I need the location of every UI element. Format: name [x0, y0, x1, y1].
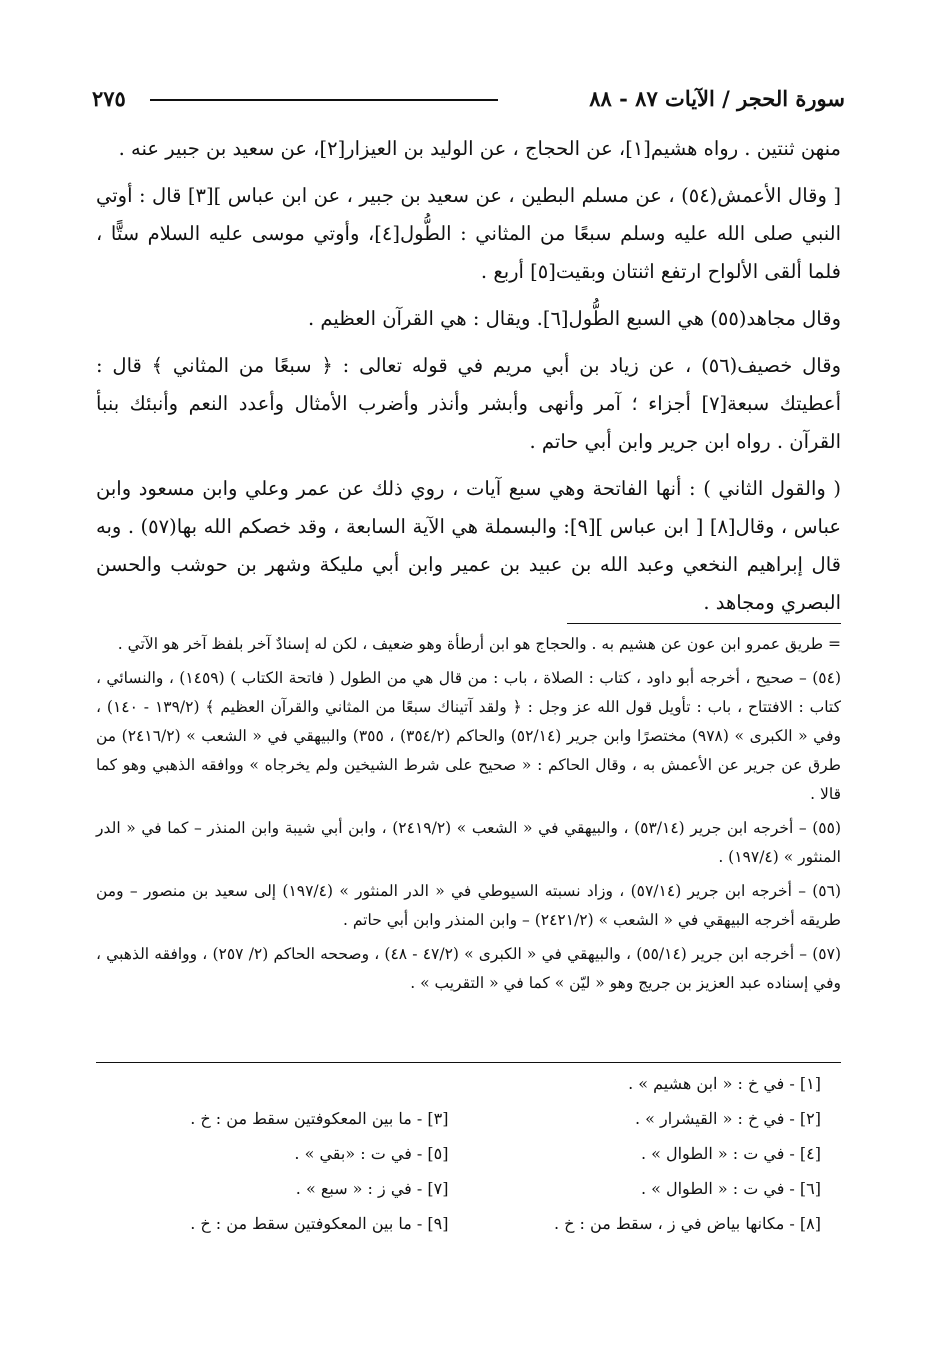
footnote-55: (٥٥) – أخرجه ابن جرير (٥٣/١٤) ، والبيهقي في « الشعب » (٢٤١٩/٢) ، وابن أبي شيبة وابن المنذر – كما في « الدر المنثور » (١٩٧/٤) . — [96, 819, 842, 866]
variant-note: [٧] - في ز : « سبع » . — [295, 1179, 449, 1198]
variant-row — [96, 1136, 841, 1171]
page-number: ٢٧٥ — [92, 86, 126, 111]
paragraph-2: [ وقال الأعمش(٥٤) ، عن مسلم البطين ، عن سعيد بن جبير ، عن ابن عباس ][٣] قال : أوتي النبي صلى الله عليه وسلم سبعًا من المثاني : الطُّول[٤]، وأوتي موسى عليه السلام ستًّا ، فلما ألقى الألواح ارتفع اثنتان وبقيت[٥] أربع . — [96, 184, 841, 283]
variant-row — [96, 1206, 841, 1241]
footnote-54: (٥٤) – صحيح ، أخرجه أبو داود ، كتاب : الصلاة ، باب : من قال هي من الطول ( فاتحة الكتاب ) (١٤٥٩) ، والنسائي ، كتاب : الافتتاح ، باب : تأويل قول الله عز وجل : ﴿ ولقد آتيناك سبعًا من المثاني والقرآن العظيم ﴾ (١٣٩/٢ - ١٤٠) ، وفي « الكبرى » (٩٧٨) مختصرًا وابن جرير (٥٢/١٤) والحاكم (٣٥٤/٢) ، ٣٥٥) والبيهقي في « الشعب » (٢٤١٦/٢) من طرق عن جرير عن الأعمش به ، وقال الحاكم : « صحيح على شرط الشيخين ولم يخرجاه » ووافقه الذهبي وهو كما قالا . — [96, 669, 841, 803]
variant-note: [٨] - مكانها بياض في ز ، سقط من : خ . — [553, 1214, 821, 1233]
variant-note: [٣] - ما بين المعكوفتين سقط من : خ . — [190, 1109, 449, 1128]
footnotes — [96, 630, 841, 1003]
variant-row — [96, 1171, 841, 1206]
variant-row — [96, 1066, 841, 1101]
main-text — [96, 130, 841, 631]
variant-note: [٢] - في خ : « القيشرار » . — [634, 1109, 821, 1128]
paragraph-4: وقال خصيف(٥٦) ، عن زياد بن أبي مريم في قوله تعالى : ﴿ سبعًا من المثاني ﴾ قال : أعطيتك سبعة[٧] أجزاء ؛ آمر وأنهى وأبشر وأنذر وأضرب الأمثال وأعدد النعم وأنبئك بنبأ القرآن . رواه ابن جرير وابن أبي حاتم . — [96, 354, 841, 453]
variant-note: [٦] - في ت : « الطوال » . — [640, 1179, 821, 1198]
variant-note: [٩] - ما بين المعكوفتين سقط من : خ . — [190, 1214, 449, 1233]
footnote-separator — [567, 623, 841, 624]
surah-title: سورة الحجر / الآيات ٨٧ - ٨٨ — [589, 86, 845, 111]
variant-note: [١] - في خ : « ابن هشيم » . — [628, 1074, 821, 1093]
footnote-56: (٥٦) – أخرجه ابن جرير (٥٧/١٤) ، وزاد نسبته السيوطي في « الدر المنثور » (١٩٧/٤) إلى سعيد بن منصور – ومن طريقه أخرجه البيهقي في « الشعب » (٢٤٢١/٢) – وابن المنذر وابن أبي حاتم . — [96, 882, 842, 929]
variant-row — [96, 1101, 841, 1136]
variant-note — [96, 1066, 469, 1101]
paragraph-1: منهن ثنتين . رواه هشيم[١]، عن الحجاج ، عن الوليد بن العيزار[٢]، عن سعيد بن جبير عنه . — [118, 137, 841, 160]
footnote-57: (٥٧) – أخرجه ابن جرير (٥٥/١٤) ، والبيهقي في « الكبرى » (٤٧/٢ - ٤٨) ، وصححه الحاكم (٢/ ٢٥٧) ، ووافقه الذهبي ، وفي إسناده عبد العزيز بن جريج وهو « ليّن » كما في « التقريب » . — [96, 945, 841, 992]
variants-separator — [96, 1062, 841, 1063]
paragraph-5: ( والقول الثاني ) : أنها الفاتحة وهي سبع آيات ، روي ذلك عن عمر وعلي وابن مسعود وابن عباس ، وقال[٨] [ ابن عباس ][٩]: والبسملة هي الآية السابعة ، وقد خصكم الله بها(٥٧) . وبه قال إبراهيم النخعي وعبد الله بن عبيد بن عمير وابن أبي مليكة وشهر بن حوشب والحسن البصري ومجاهد . — [96, 477, 841, 614]
header-rule — [150, 99, 498, 101]
running-header — [92, 86, 845, 116]
footnote-continuation: = طريق عمرو ابن عون عن هشيم به . والحجاج هو ابن أرطأة وهو ضعيف ، لكن له إسنادٌ آخر بلفظ آخر هو الآتي . — [117, 635, 841, 653]
paragraph-3: وقال مجاهد(٥٥) هي السبع الطُّول[٦]. ويقال : هي القرآن العظيم . — [307, 307, 841, 330]
manuscript-variants — [96, 1066, 841, 1241]
variant-note: [٥] - في ت : «بقي » . — [294, 1144, 449, 1163]
variant-note: [٤] - في ت : « الطوال » . — [640, 1144, 821, 1163]
